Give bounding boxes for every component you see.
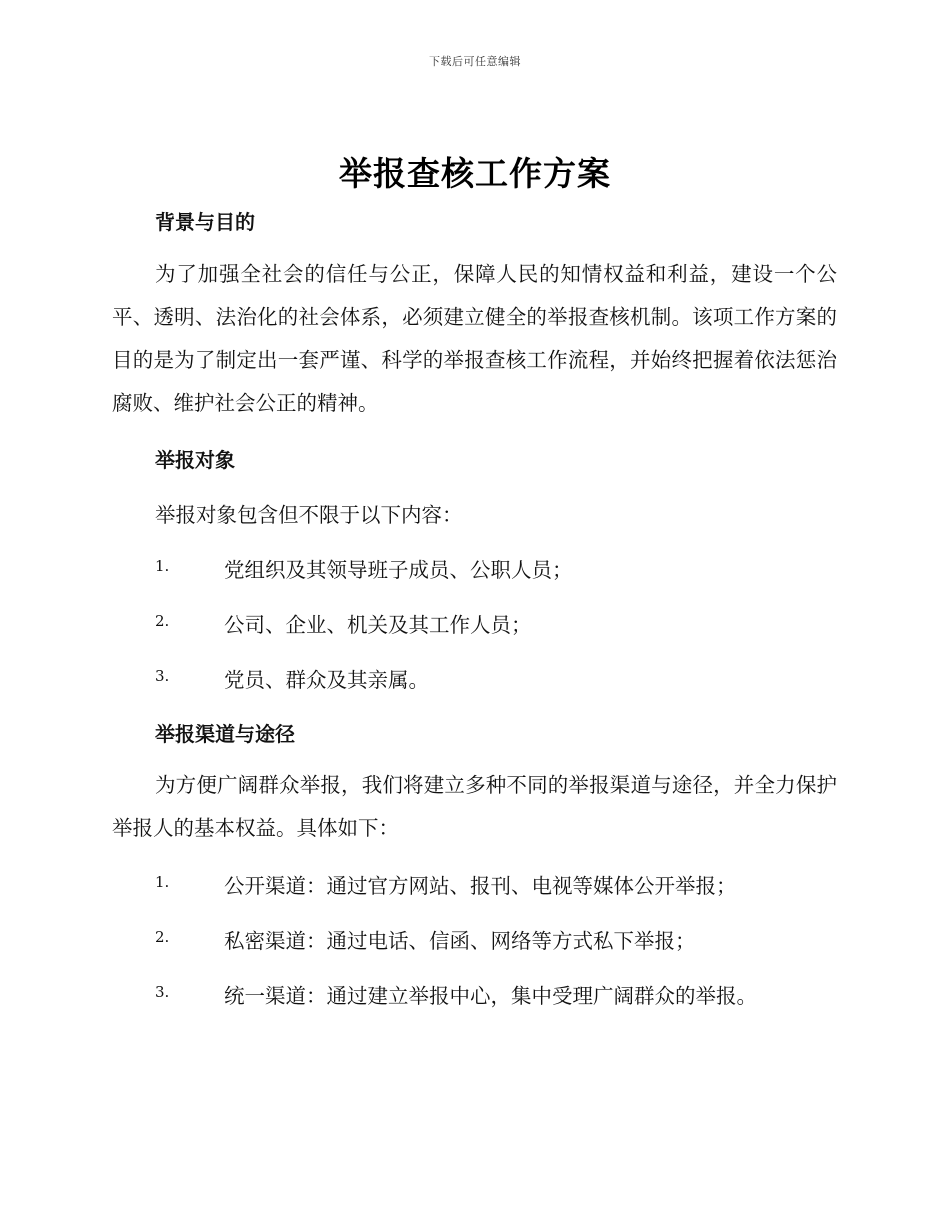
section-paragraph-background: 为了加强全社会的信任与公正，保障人民的知情权益和利益，建设一个公平、透明、法治化的社会体系，必须建立健全的举报查核机制。该项工作方案的目的是为了制定出一套严谨、科学的举报查核工作流程，并始终把握着依法惩治腐败、维护社会公正的精神。 (112, 262, 837, 415)
document-title: 举报查核工作方案 (339, 154, 611, 193)
header-note: 下载后可任意编辑 (429, 55, 521, 68)
list-item (155, 553, 855, 583)
list-number: 2. (155, 612, 170, 630)
list-text: 私密渠道：通过电话、信函、网络等方式私下举报； (224, 929, 696, 953)
list-number: 2. (155, 928, 170, 946)
list-text: 统一渠道：通过建立举报中心，集中受理广阔群众的举报。 (224, 984, 757, 1008)
section-heading-targets: 举报对象 (155, 448, 235, 472)
list-item (155, 869, 855, 899)
list-number: 3. (155, 983, 170, 1001)
list-text: 党员、群众及其亲属。 (224, 668, 429, 692)
section-intro-targets: 举报对象包含但不限于以下内容： (155, 503, 463, 527)
list-item (155, 608, 855, 638)
section-heading-background: 背景与目的 (155, 210, 255, 234)
list-item (155, 924, 855, 954)
list-number: 3. (155, 667, 170, 685)
list-item (155, 663, 855, 693)
section-paragraph-channels: 为方便广阔群众举报，我们将建立多种不同的举报渠道与途径，并全力保护举报人的基本权益。具体如下： (112, 773, 837, 840)
list-text: 党组织及其领导班子成员、公职人员； (224, 558, 573, 582)
list-number: 1. (155, 557, 170, 575)
list-text: 公司、企业、机关及其工作人员； (224, 613, 532, 637)
list-number: 1. (155, 873, 170, 891)
list-text: 公开渠道：通过官方网站、报刊、电视等媒体公开举报； (224, 874, 737, 898)
list-item (155, 979, 855, 1009)
section-heading-channels: 举报渠道与途径 (155, 722, 295, 746)
